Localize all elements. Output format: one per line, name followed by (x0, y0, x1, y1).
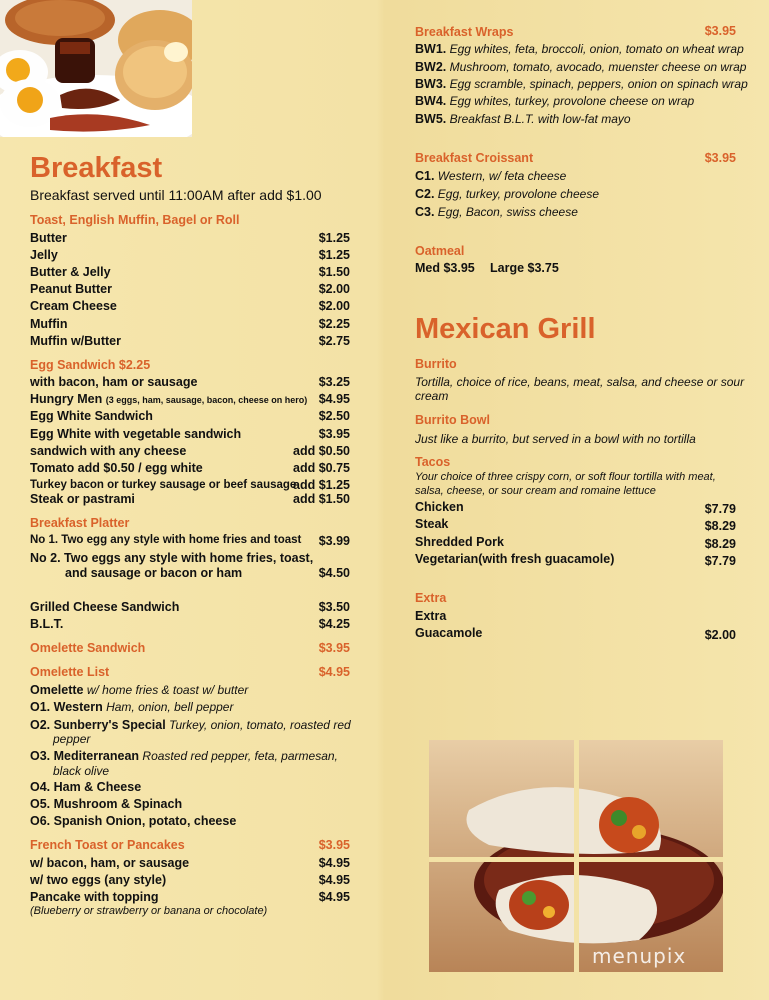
menu-item-price: $4.95 (318, 873, 350, 887)
omelette-item (30, 797, 182, 811)
menu-item-price: add $0.50 (293, 444, 350, 458)
omelette-code: O5. Mushroom & Spinach (30, 797, 183, 811)
croissant-item (415, 205, 578, 219)
wraps-heading: Breakfast Wraps (415, 25, 514, 39)
menu-item-price: $3.50 (318, 600, 350, 614)
menu-item-price: $1.25 (318, 231, 350, 245)
wrap-desc: Egg whites, feta, broccoli, onion, tomato on wheat wrap (449, 42, 744, 56)
omelette-desc: black olive (53, 764, 110, 778)
extra-line: Extra (415, 609, 447, 623)
wrap-desc: Egg scramble, spinach, peppers, onion on spinach wrap (449, 77, 748, 91)
burrito-desc: Tortilla, choice of rice, beans, meat, salsa, and cheese or sour (415, 375, 745, 389)
oatmeal-heading: Oatmeal (415, 244, 465, 258)
croissant-price: $3.95 (704, 151, 736, 165)
wrap-item (415, 94, 694, 108)
omelette-code: O2. Sunberry's Special (30, 718, 166, 732)
omelette-list-price: $4.95 (318, 665, 350, 679)
wrap-item (415, 112, 631, 126)
hungry-men-name: Hungry Men (30, 392, 103, 406)
burrito-desc-cont: cream (415, 389, 449, 403)
wrap-code: BW1. (415, 42, 447, 56)
menu-item-price: $3.95 (318, 427, 350, 441)
french-toast-heading: French Toast or Pancakes (30, 838, 185, 852)
menu-item-name: No 1. Two egg any style with home fries and toast (30, 534, 302, 546)
wrap-code: BW4. (415, 94, 447, 108)
omelette-intro-desc: w/ home fries & toast w/ butter (86, 683, 249, 697)
breakfast-title: Breakfast (30, 152, 163, 184)
french-toast-price: $3.95 (318, 838, 350, 852)
egg-sandwich-heading: Egg Sandwich $2.25 (30, 358, 151, 372)
omelette-code: O4. Ham & Cheese (30, 780, 142, 794)
menu-item-name: Grilled Cheese Sandwich (30, 600, 180, 614)
wraps-price: $3.95 (704, 24, 736, 38)
croissant-item (415, 169, 566, 183)
burrito-bowl-heading: Burrito Bowl (415, 413, 490, 427)
photo-divider (429, 857, 723, 862)
croissant-code: C2. (415, 187, 435, 201)
menu-item-name: with bacon, ham or sausage (30, 375, 198, 389)
wrap-code: BW2. (415, 60, 447, 74)
croissant-desc: Egg, turkey, provolone cheese (437, 187, 600, 201)
omelette-sandwich-heading: Omelette Sandwich (30, 641, 146, 655)
tacos-heading: Tacos (415, 455, 451, 469)
photo-divider (574, 740, 579, 972)
omelette-intro-name: Omelette (30, 683, 84, 697)
menupix-watermark: menupix (592, 944, 687, 968)
extra-price: $2.00 (704, 628, 736, 642)
breakfast-photo (0, 0, 192, 137)
menu-item-name: No 2. Two eggs any style with home fries, toast, (30, 551, 314, 565)
omelette-desc-cont (53, 764, 109, 778)
croissant-desc: Western, w/ feta cheese (437, 169, 567, 183)
taco-item-name: Chicken (415, 500, 464, 514)
wrap-item (415, 60, 746, 74)
burrito-heading: Burrito (415, 357, 457, 371)
menu-item-name: sandwich with any cheese (30, 444, 187, 458)
hungry-men-note: (3 eggs, ham, sausage, bacon, cheese on hero) (105, 395, 308, 405)
wrap-desc: Mushroom, tomato, avocado, muenster cheese on wrap (449, 60, 747, 74)
menu-item-price: $4.95 (318, 392, 350, 406)
menu-item-name: Muffin (30, 317, 68, 331)
wrap-desc: Breakfast B.L.T. with low-fat mayo (449, 112, 631, 126)
omelette-item (30, 749, 338, 763)
menu-item-name: Egg White with vegetable sandwich (30, 427, 242, 441)
menu-item-price: $2.25 (318, 317, 350, 331)
menu-item-name: Muffin w/Butter (30, 334, 121, 348)
menu-item-name: B.L.T. (30, 617, 64, 631)
wrap-item (415, 77, 748, 91)
omelette-desc: Ham, onion, bell pepper (106, 700, 234, 714)
menu-item-name (30, 392, 307, 406)
omelette-sandwich-price: $3.95 (318, 641, 350, 655)
omelette-intro (30, 683, 248, 697)
menu-item-name: Jelly (30, 248, 58, 262)
omelette-desc: Roasted red pepper, feta, parmesan, (142, 749, 338, 763)
menu-item-price: $3.99 (318, 534, 350, 548)
toast-heading: Toast, English Muffin, Bagel or Roll (30, 213, 240, 227)
wrap-code: BW5. (415, 112, 447, 126)
croissant-code: C3. (415, 205, 435, 219)
menu-item-price: add $1.25 (293, 478, 350, 492)
omelette-list-heading: Omelette List (30, 665, 110, 679)
menu-item-price: $1.25 (318, 248, 350, 262)
pancake-topping-note: (Blueberry or strawberry or banana or chocolate) (30, 905, 268, 917)
tacos-desc: Your choice of three crispy corn, or soft flour tortilla with meat, (415, 471, 716, 483)
menu-item-name: Pancake with topping (30, 890, 159, 904)
menu-item-name: Steak or pastrami (30, 492, 135, 506)
menu-item-price: $2.50 (318, 409, 350, 423)
taco-item-name: Shredded Pork (415, 535, 504, 549)
taco-item-price: $8.29 (704, 537, 736, 551)
croissant-item (415, 187, 599, 201)
breakfast-subtitle: Breakfast served until 11:00AM after add $1.00 (30, 187, 322, 203)
menu-item-price: add $1.50 (293, 492, 350, 506)
omelette-desc-cont (53, 732, 90, 746)
wrap-desc: Egg whites, turkey, provolone cheese on wrap (449, 94, 695, 108)
extra-guacamole: Guacamole (415, 626, 483, 640)
oatmeal-large: Large $3.75 (490, 261, 559, 275)
menu-item-price: $2.00 (318, 282, 350, 296)
omelette-code: O6. Spanish Onion, potato, cheese (30, 814, 237, 828)
menu-item-name: Cream Cheese (30, 299, 117, 313)
menu-item-price: $2.75 (318, 334, 350, 348)
taco-item-name: Steak (415, 517, 449, 531)
platter-heading: Breakfast Platter (30, 516, 130, 530)
croissant-desc: Egg, Bacon, swiss cheese (437, 205, 578, 219)
menu-item-name: Egg White Sandwich (30, 409, 153, 423)
wrap-item (415, 42, 744, 56)
wrap-code: BW3. (415, 77, 447, 91)
menu-item-name: Turkey bacon or turkey sausage or beef sausage (30, 479, 297, 491)
taco-item-price: $7.79 (704, 554, 736, 568)
omelette-desc: Turkey, onion, tomato, roasted red (169, 718, 351, 732)
menu-item-price: $2.00 (318, 299, 350, 313)
menu-item-name: w/ bacon, ham, or sausage (30, 856, 190, 870)
croissant-heading: Breakfast Croissant (415, 151, 534, 165)
menu-item-price: $4.50 (318, 566, 350, 580)
mexican-grill-title: Mexican Grill (415, 313, 596, 345)
oatmeal-med: Med $3.95 (415, 261, 475, 275)
menu-item-name-cont: and sausage or bacon or ham (65, 566, 243, 580)
menu-item-price: add $0.75 (293, 461, 350, 475)
omelette-item (30, 700, 233, 714)
menu-item-price: $1.50 (318, 265, 350, 279)
burrito-photo (429, 740, 723, 972)
omelette-desc: pepper (53, 732, 91, 746)
taco-item-name: Vegetarian(with fresh guacamole) (415, 552, 615, 566)
omelette-code: O3. Mediterranean (30, 749, 140, 763)
omelette-item (30, 814, 236, 828)
taco-item-price: $8.29 (704, 519, 736, 533)
menu-item-name: Peanut Butter (30, 282, 112, 296)
menu-item-price: $3.25 (318, 375, 350, 389)
omelette-code: O1. Western (30, 700, 103, 714)
menu-item-price: $4.95 (318, 856, 350, 870)
menu-item-price: $4.95 (318, 890, 350, 904)
croissant-code: C1. (415, 169, 435, 183)
omelette-item (30, 780, 141, 794)
menu-item-name: Butter & Jelly (30, 265, 111, 279)
menu-item-price: $4.25 (318, 617, 350, 631)
menu-item-name: w/ two eggs (any style) (30, 873, 167, 887)
omelette-item (30, 718, 351, 732)
menu-item-name: Butter (30, 231, 67, 245)
extra-heading: Extra (415, 591, 447, 605)
taco-item-price: $7.79 (704, 502, 736, 516)
tacos-desc-cont: salsa, cheese, or sour cream and romaine lettuce (415, 485, 656, 497)
burrito-bowl-desc: Just like a burrito, but served in a bowl with no tortilla (415, 432, 696, 446)
menu-item-name: Tomato add $0.50 / egg white (30, 461, 203, 475)
